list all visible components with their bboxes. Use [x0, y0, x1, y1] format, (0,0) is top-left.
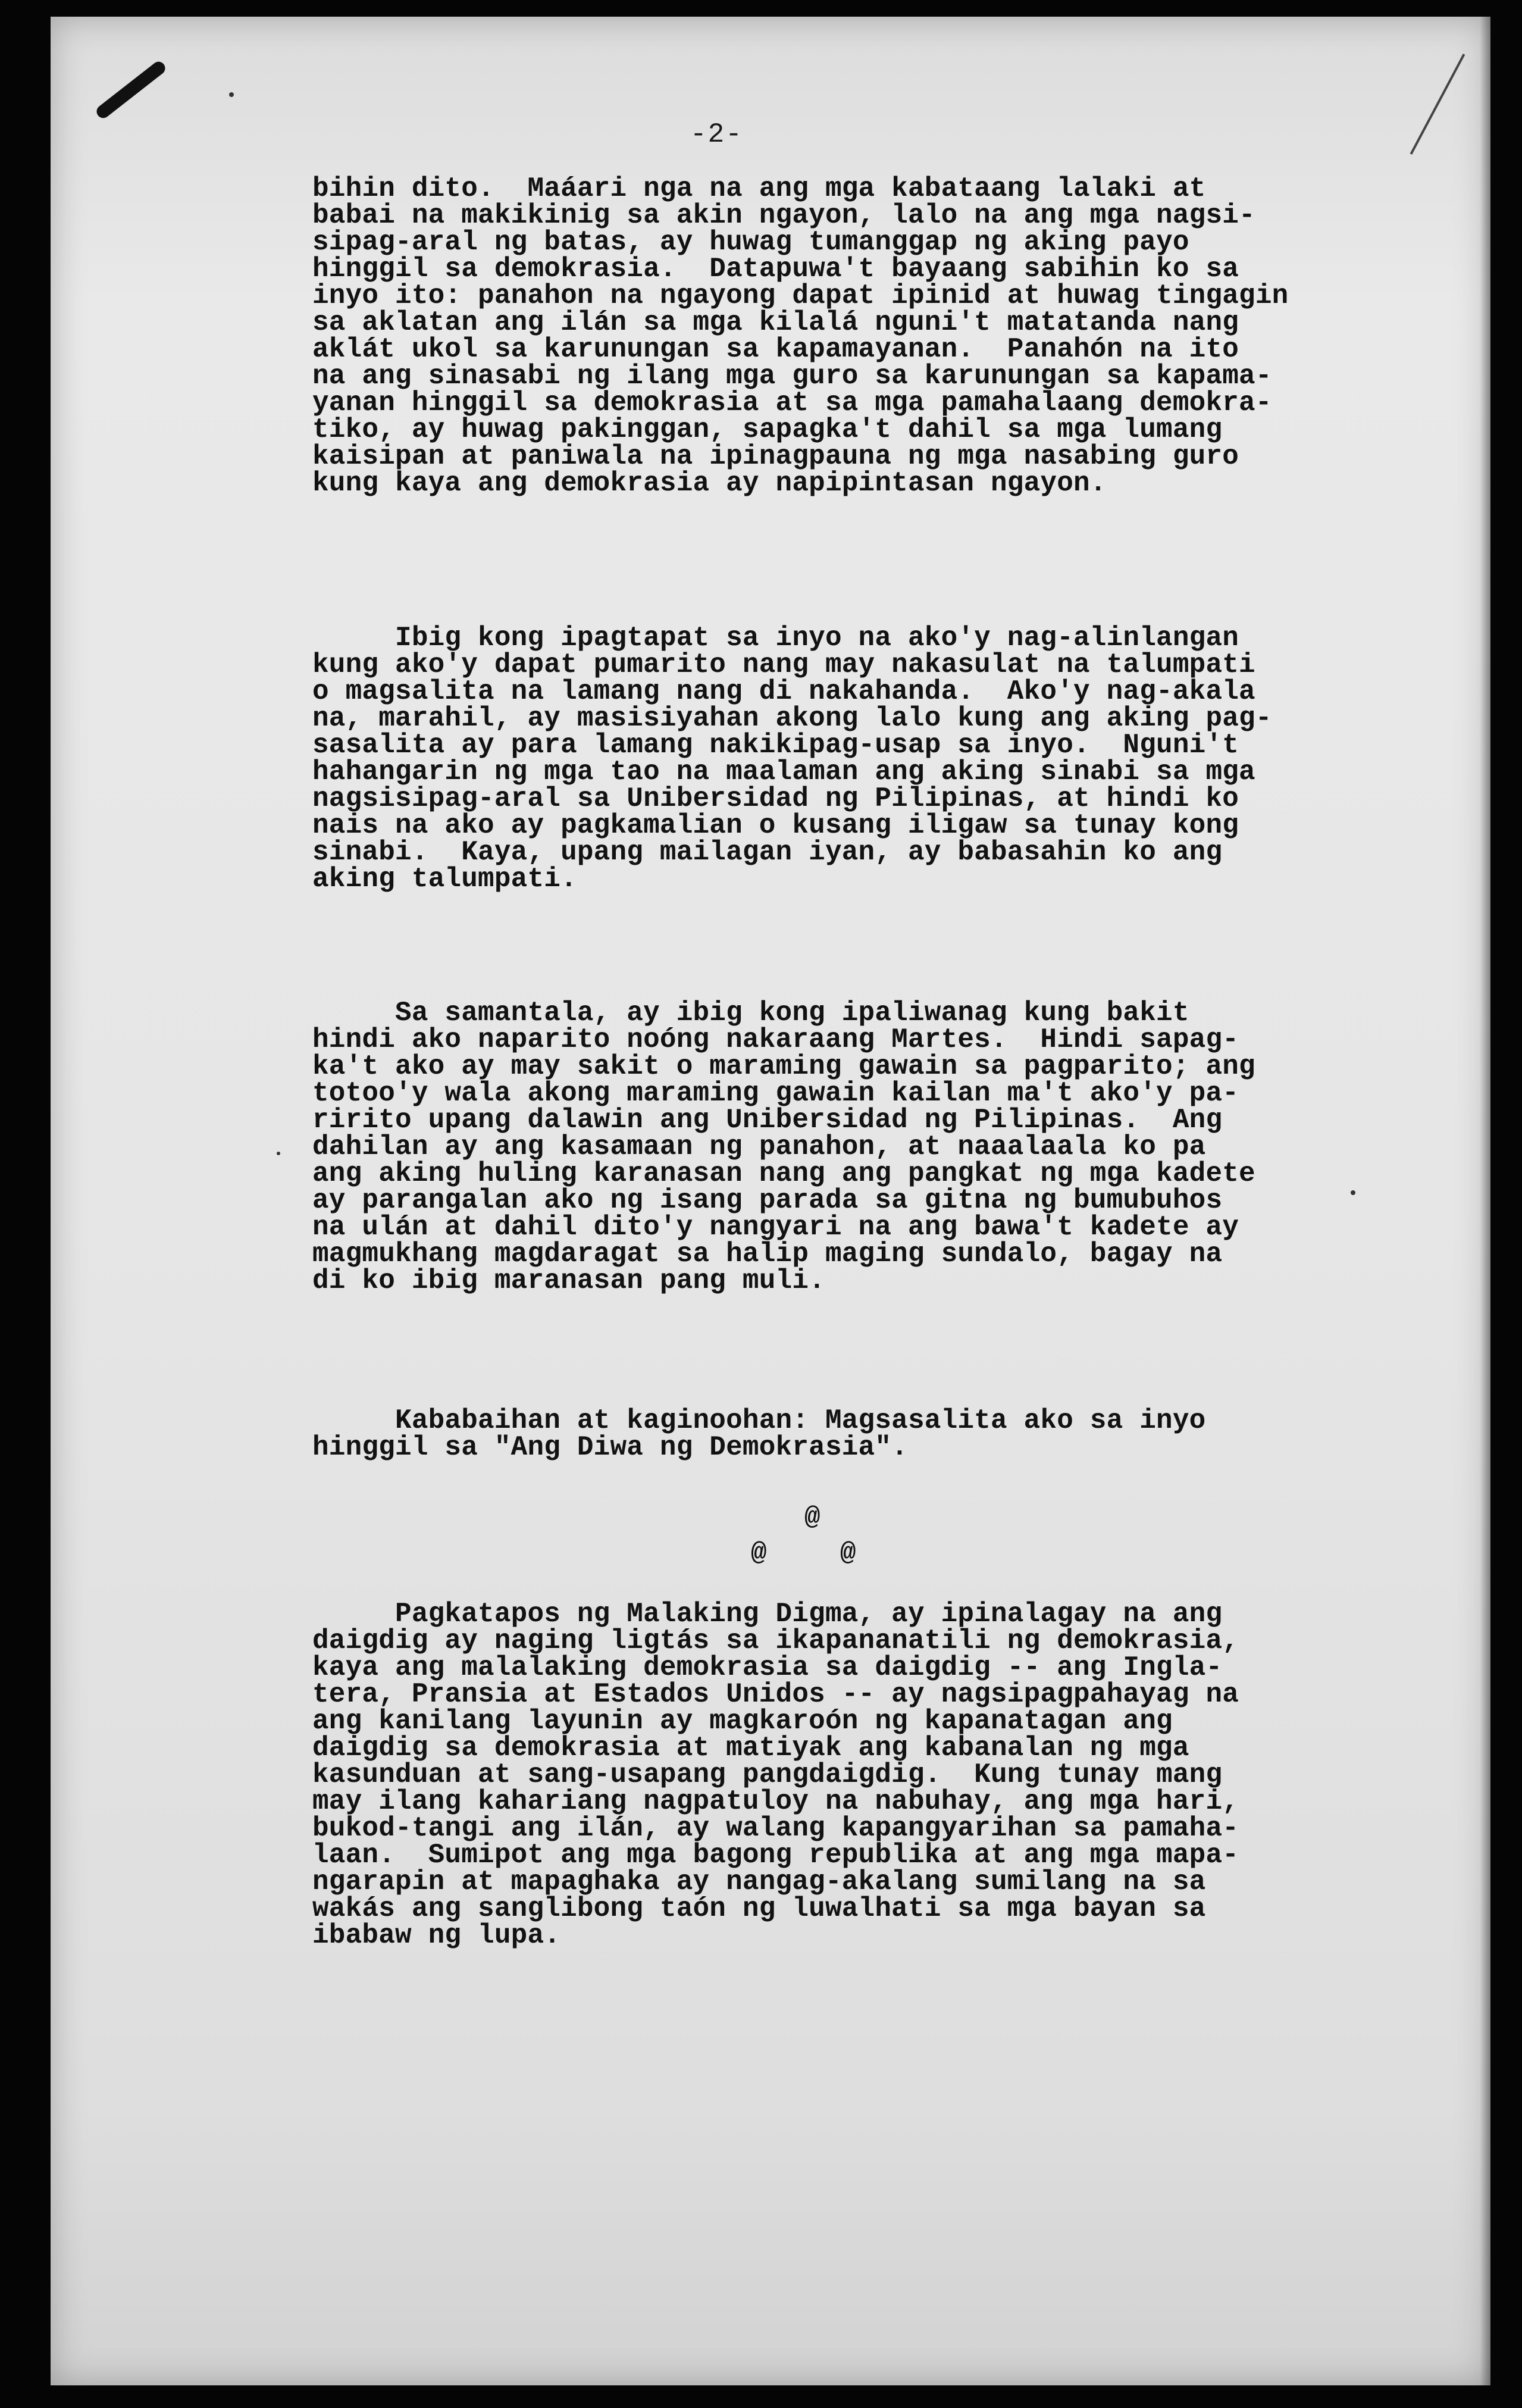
text-line: sipag-aral ng batas, ay huwag tumanggap ng aking payo — [312, 227, 1189, 258]
text-line: ka't ako ay may sakit o maraming gawain sa pagparito; ang — [312, 1051, 1255, 1082]
text-line: kaisipan at paniwala na ipinagpauna ng mga nasabing guro — [312, 441, 1239, 472]
section-break-mark: @ — [804, 1503, 820, 1533]
text-line: na ulán at dahil dito'y nangyari na ang bawa't kadete ay — [312, 1212, 1239, 1243]
text-line: Sa samantala, ay ibig kong ipaliwanag kung bakit — [312, 997, 1189, 1028]
page-edge-shadow — [1480, 17, 1490, 2385]
section-break-mark: @ — [751, 1538, 767, 1568]
text-line: ririto upang dalawin ang Unibersidad ng Pilipinas. Ang — [312, 1105, 1223, 1136]
text-line: sa aklatan ang ilán sa mga kilalá nguni't matatanda nang — [312, 307, 1239, 338]
page-number: -2- — [690, 119, 743, 150]
text-line: dahilan ay ang kasamaan ng panahon, at naaalaala ko pa — [312, 1131, 1206, 1162]
section-break-mark: @ — [840, 1538, 856, 1568]
paragraph-2 — [312, 625, 1366, 893]
text-line: laan. Sumipot ang mga bagong republika at ang mga mapa- — [312, 1840, 1239, 1871]
ink-speck — [277, 1152, 280, 1155]
text-line: di ko ibig maranasan pang muli. — [312, 1265, 825, 1296]
text-line: ay parangalan ako ng isang parada sa gitna ng bumubuhos — [312, 1185, 1223, 1216]
text-line: Ibig kong ipagtapat sa inyo na ako'y nag-alinlangan — [312, 623, 1239, 653]
text-line: babai na makikinig sa akin ngayon, lalo na ang mga nagsi- — [312, 200, 1255, 231]
text-line: o magsalita na lamang nang di nakahanda. Ako'y nag-akala — [312, 676, 1255, 707]
text-line: sinabi. Kaya, upang mailagan iyan, ay babasahin ko ang — [312, 837, 1223, 868]
text-line: wakás ang sanglibong taón ng luwalhati sa mga bayan sa — [312, 1893, 1206, 1924]
text-line: na, marahil, ay masisiyahan akong lalo kung ang aking pag- — [312, 703, 1272, 734]
text-line: daigdig sa demokrasia at matiyak ang kabanalan ng mga — [312, 1732, 1189, 1763]
paragraph-5 — [312, 1601, 1366, 1949]
text-line: inyo ito: panahon na ngayong dapat ipinid at huwag tingagin — [312, 280, 1289, 311]
text-line: ang kanilang layunin ay magkaroón ng kapanatagan ang — [312, 1706, 1173, 1737]
text-line: sasalita ay para lamang nakikipag-usap sa inyo. Nguni't — [312, 730, 1239, 761]
text-line: daigdig ay naging ligtás sa ikapananatili ng demokrasia, — [312, 1625, 1239, 1656]
text-line: tiko, ay huwag pakinggan, sapagka't dahil sa mga lumang — [312, 414, 1223, 445]
text-line: na ang sinasabi ng ilang mga guro sa karunungan sa kapama- — [312, 361, 1272, 392]
text-line: ngarapin at mapaghaka ay nangag-akalang sumilang na sa — [312, 1866, 1206, 1897]
text-line: kasunduan at sang-usapang pangdaigdig. Kung tunay mang — [312, 1759, 1223, 1790]
ink-speck — [229, 92, 234, 97]
text-line: kung kaya ang demokrasia ay napipintasan ngayon. — [312, 468, 1107, 499]
text-line: may ilang kahariang nagpatuloy na nabuhay, ang mga hari, — [312, 1786, 1239, 1817]
text-line: kung ako'y dapat pumarito nang may nakasulat na talumpati — [312, 649, 1255, 680]
text-line: ibabaw ng lupa. — [312, 1920, 561, 1951]
text-line: aklát ukol sa karunungan sa kapamayanan. Panahón na ito — [312, 334, 1239, 365]
text-line: bukod-tangi ang ilán, ay walang kapangyarihan sa pamaha- — [312, 1813, 1239, 1844]
text-line: nagsisipag-aral sa Unibersidad ng Pilipinas, at hindi ko — [312, 783, 1239, 814]
text-line: hinggil sa demokrasia. Datapuwa't bayaang sabihin ko sa — [312, 254, 1239, 284]
paragraph-1 — [312, 173, 1366, 499]
text-line: nais na ako ay pagkamalian o kusang iligaw sa tunay kong — [312, 810, 1239, 841]
text-line: bihin dito. Maáari nga na ang mga kabataang lalaki at — [312, 173, 1206, 204]
paragraph-3 — [312, 997, 1366, 1296]
text-line: totoo'y wala akong maraming gawain kailan ma't ako'y pa- — [312, 1078, 1239, 1109]
text-line: kaya ang malalaking demokrasia sa daigdig -- ang Ingla- — [312, 1652, 1223, 1683]
text-line: aking talumpati. — [312, 864, 577, 895]
text-line: hindi ako naparito noóng nakaraang Martes. Hindi sapag- — [312, 1024, 1239, 1055]
paragraph-4 — [312, 1405, 1366, 1463]
text-line: ang aking huling karanasan nang ang pangkat ng mga kadete — [312, 1158, 1255, 1189]
text-line: tera, Pransia at Estados Unidos -- ay nagsipagpahayag na — [312, 1679, 1239, 1710]
text-line: hahangarin ng mga tao na maalaman ang aking sinabi sa mga — [312, 756, 1255, 787]
text-line: hinggil sa "Ang Diwa ng Demokrasia". — [312, 1432, 908, 1463]
text-line: yanan hinggil sa demokrasia at sa mga pamahalaang demokra- — [312, 387, 1272, 418]
text-line: Pagkatapos ng Malaking Digma, ay ipinalagay na ang — [312, 1599, 1223, 1630]
text-line: Kababaihan at kaginoohan: Magsasalita ako sa inyo — [312, 1405, 1206, 1436]
text-line: magmukhang magdaragat sa halip maging sundalo, bagay na — [312, 1239, 1223, 1269]
